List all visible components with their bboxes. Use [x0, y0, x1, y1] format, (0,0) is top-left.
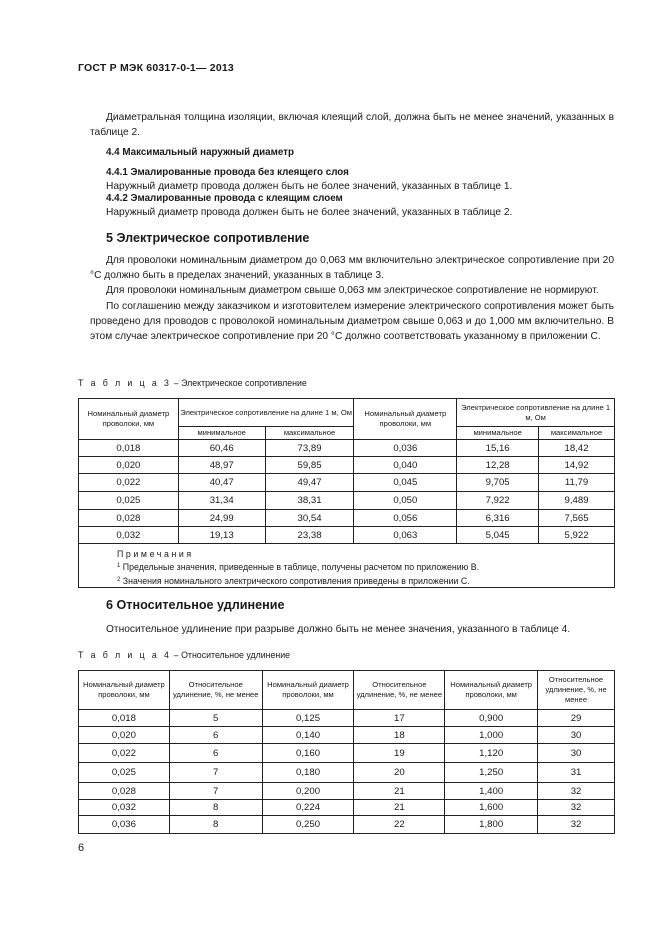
t3-header-diameter-left: Номинальный диаметр проволоки, мм: [79, 399, 179, 440]
table-cell: 0,018: [79, 440, 179, 457]
section-5-paragraph-3: По соглашению между заказчиком и изготовителем измерение электрического сопротивления может быть проведено для проводов с проволокой номинальным диаметром свыше 0,063 и до 1,000 мм включительно. В этом случае электрическое сопротивление при 20 °С должно соответствовать указанному в приложении С.: [90, 300, 614, 343]
table-cell: 0,160: [262, 744, 354, 763]
section-4-4-2-title: 4.4.2 Эмалированные провода с клеящим слоем: [106, 193, 343, 204]
table-cell: 0,125: [262, 710, 354, 727]
table-cell: 15,16: [457, 440, 539, 457]
table-notes-row: [79, 544, 615, 588]
table-cell: 0,036: [79, 816, 170, 834]
document-header: ГОСТ Р МЭК 60317-0-1— 2013: [78, 62, 234, 74]
notes-title: Примечания: [117, 549, 194, 559]
t4-header-diameter-3: Номинальный диаметр проволоки, мм: [445, 671, 538, 710]
section-4-4-1-title: 4.4.1 Эмалированные провода без клеящего слоя: [106, 167, 349, 178]
intro-paragraph: [90, 110, 614, 140]
table-row: [79, 492, 615, 510]
table-cell: 24,99: [178, 510, 265, 527]
table-cell: 18,42: [539, 440, 615, 457]
table-cell: 7,922: [457, 492, 539, 510]
table-cell: 21: [354, 800, 445, 816]
table-row: [79, 527, 615, 544]
table-cell: 12,28: [457, 457, 539, 474]
table-cell: 0,025: [79, 763, 170, 783]
elongation-table: [78, 670, 615, 834]
table-cell: 6: [169, 727, 262, 744]
table-cell: 0,250: [262, 816, 354, 834]
table-cell: 19,13: [178, 527, 265, 544]
table-cell: 11,79: [539, 474, 615, 492]
section-6-text: Относительное удлинение при разрыве должно быть не менее значения, указанного в таблице 4.: [106, 624, 571, 635]
table-cell: 7,565: [539, 510, 615, 527]
table-row: [79, 457, 615, 474]
section-4-4-title: 4.4 Максимальный наружный диаметр: [106, 147, 294, 158]
t4-header-elongation-2: Относительное удлинение, %, не менее: [354, 671, 445, 710]
table-cell: 1,400: [445, 783, 538, 800]
intro-text: Диаметральная толщина изоляции, включая клеящий слой, должна быть не менее значений, указанных в таблице 2.: [90, 112, 614, 139]
table-cell: 40,47: [178, 474, 265, 492]
table-cell: 32: [538, 783, 615, 800]
table-row: [79, 763, 615, 783]
t4-header-diameter-2: Номинальный диаметр проволоки, мм: [262, 671, 354, 710]
page-number: 6: [78, 842, 85, 854]
table-cell: 32: [538, 800, 615, 816]
section-5-paragraph-2: Для проволоки номинальным диаметром свыше 0,063 мм электрическое сопротивление не нормируют.: [106, 285, 599, 297]
table-cell: 0,900: [445, 710, 538, 727]
table-cell: 30: [538, 727, 615, 744]
table-cell: 32: [538, 816, 615, 834]
table-cell: 0,022: [79, 744, 170, 763]
table-cell: 0,063: [354, 527, 457, 544]
table-row: [79, 510, 615, 527]
table-row: [79, 816, 615, 834]
table-4-caption-text: – Относительное удлинение: [171, 650, 291, 660]
table-cell: 5: [169, 710, 262, 727]
table-cell: 14,92: [539, 457, 615, 474]
table-cell: 7: [169, 783, 262, 800]
table-cell: 8: [169, 816, 262, 834]
table-cell: 0,020: [79, 727, 170, 744]
t4-header-elongation-1: Относительное удлинение, %, не менее: [169, 671, 262, 710]
table-cell: 17: [354, 710, 445, 727]
table-cell: 9,705: [457, 474, 539, 492]
note-1-text: Предельные значения, приведенные в таблице, получены расчетом по приложению В.: [120, 562, 480, 573]
table-cell: 0,018: [79, 710, 170, 727]
table-cell: 0,028: [79, 783, 170, 800]
table-cell: 8: [169, 800, 262, 816]
table-cell: 60,46: [178, 440, 265, 457]
table-cell: 0,056: [354, 510, 457, 527]
table-cell: 5,922: [539, 527, 615, 544]
table-cell: 29: [538, 710, 615, 727]
section-5-body: [90, 253, 614, 344]
t3-header-resistance-left: Электрическое сопротивление на длине 1 м, Ом: [178, 399, 354, 427]
t4-header-elongation-3: Относительное удлинение, %, не менее: [538, 671, 615, 710]
table-cell: 38,31: [265, 492, 354, 510]
t3-header-resistance-right: Электрическое сопротивление на длине 1 м, Ом: [457, 399, 615, 427]
table-cell: 9,489: [539, 492, 615, 510]
section-4-4-1-text: Наружный диаметр провода должен быть не более значений, указанных в таблице 1.: [106, 181, 513, 192]
t4-header-diameter-1: Номинальный диаметр проволоки, мм: [79, 671, 170, 710]
table-row: [79, 783, 615, 800]
table-cell: 6: [169, 744, 262, 763]
table-cell: 0,200: [262, 783, 354, 800]
table-cell: 20: [354, 763, 445, 783]
table-cell: 48,97: [178, 457, 265, 474]
table-cell: 6,316: [457, 510, 539, 527]
table-3-caption-text: – Электрическое сопротивление: [171, 378, 307, 388]
table-cell: 1,800: [445, 816, 538, 834]
table-cell: 30: [538, 744, 615, 763]
table-cell: 19: [354, 744, 445, 763]
table-row: [79, 440, 615, 457]
table-cell: 0,032: [79, 527, 179, 544]
table-cell: 0,045: [354, 474, 457, 492]
table-cell: 0,180: [262, 763, 354, 783]
table-cell: 0,025: [79, 492, 179, 510]
table-cell: 0,224: [262, 800, 354, 816]
table-cell: 31,34: [178, 492, 265, 510]
section-6-title: 6 Относительное удлинение: [106, 598, 285, 612]
table-cell: 0,040: [354, 457, 457, 474]
table-4-caption-prefix: Т а б л и ц а 4: [78, 650, 172, 660]
table-cell: 21: [354, 783, 445, 800]
table-row: [79, 474, 615, 492]
table-cell: 1,250: [445, 763, 538, 783]
table-cell: 0,020: [79, 457, 179, 474]
table-row: [79, 727, 615, 744]
note-2-text: Значения номинального электрического сопротивления приведены в приложении С.: [120, 575, 470, 586]
table-cell: 59,85: [265, 457, 354, 474]
table-cell: 0,140: [262, 727, 354, 744]
section-4-4-2-text: Наружный диаметр провода должен быть не более значений, указанных в таблице 2.: [106, 207, 513, 218]
table-cell: 0,036: [354, 440, 457, 457]
table-cell: 23,38: [265, 527, 354, 544]
table-cell: 49,47: [265, 474, 354, 492]
table-cell: 0,050: [354, 492, 457, 510]
t3-header-max-left: максимальное: [265, 427, 354, 440]
table-row: [79, 710, 615, 727]
table-cell: 1,000: [445, 727, 538, 744]
section-5-title: 5 Электрическое сопротивление: [106, 231, 310, 245]
table-cell: 1,120: [445, 744, 538, 763]
t3-header-max-right: максимальное: [539, 427, 615, 440]
table-cell: 0,032: [79, 800, 170, 816]
table-row: [79, 800, 615, 816]
t3-header-min-right: минимальное: [457, 427, 539, 440]
table-cell: 31: [538, 763, 615, 783]
table-cell: 0,028: [79, 510, 179, 527]
table-cell: 5,045: [457, 527, 539, 544]
table-cell: 1,600: [445, 800, 538, 816]
table-3-caption: [78, 378, 307, 388]
table-cell: 18: [354, 727, 445, 744]
table-3-notes: [79, 544, 615, 588]
table-cell: 73,89: [265, 440, 354, 457]
table-4-caption: [78, 650, 290, 660]
note-2-number: 2: [117, 576, 121, 583]
table-cell: 0,022: [79, 474, 179, 492]
table-row: [79, 744, 615, 763]
table-cell: 30,54: [265, 510, 354, 527]
t3-header-diameter-right: Номинальный диаметр проволоки, мм: [354, 399, 457, 440]
section-5-paragraph-1: Для проволоки номинальным диаметром до 0,063 мм включительно электрическое сопротивление при 20 °С должно быть в пределах значений, указанных в таблице 3.: [90, 255, 614, 282]
table-3-caption-prefix: Т а б л и ц а 3: [78, 378, 172, 388]
note-1-number: 1: [117, 563, 121, 570]
table-cell: 22: [354, 816, 445, 834]
resistance-table: [78, 398, 615, 588]
table-cell: 7: [169, 763, 262, 783]
t3-header-min-left: минимальное: [178, 427, 265, 440]
